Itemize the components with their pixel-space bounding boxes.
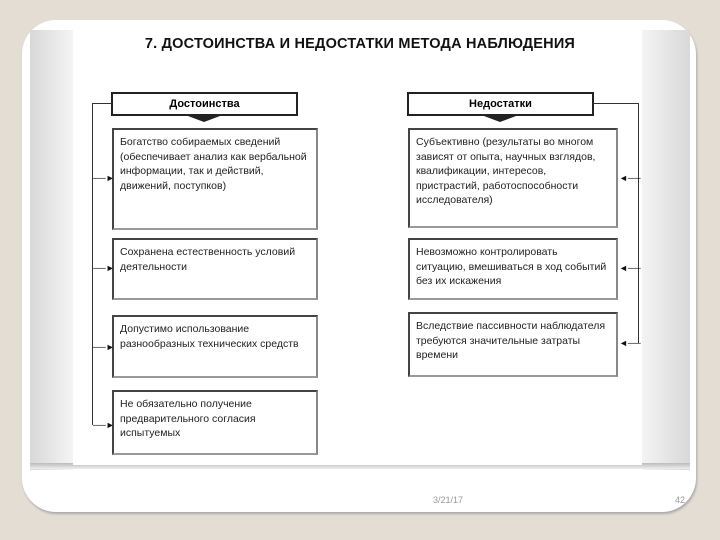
slide-title: 7. ДОСТОИНСТВА И НЕДОСТАТКИ МЕТОДА НАБЛЮДЕНИЯ (144, 36, 576, 52)
arrow-left-icon: ◄── (619, 263, 641, 273)
disadvantage-item: Субъективно (результаты во многом зависят от опыта, научных взглядов, квалификации, интересов, пристрастий, работоспособности исследователя) (408, 128, 618, 228)
advantage-item: Допустимо использование разнообразных технических средств (112, 315, 318, 378)
connector (593, 103, 639, 104)
slide-date: 3/21/17 (433, 495, 464, 505)
disadvantages-header: Недостатки (407, 92, 594, 116)
advantage-item: Богатство собираемых сведений (обеспечивает анализ как вербальной информации, так и действий, движений, поступков) (112, 128, 318, 230)
arrow-right-icon: ──► (93, 263, 115, 273)
advantages-arrow-icon (188, 116, 220, 122)
arrow-left-icon: ◄── (619, 173, 641, 183)
arrow-right-icon: ──► (93, 420, 115, 430)
image-edge-left (30, 30, 73, 470)
disadvantage-item: Невозможно контролировать ситуацию, вмешиваться в ход событий без их искажения (408, 238, 618, 300)
advantage-item: Не обязательно получение предварительного согласия испытуемых (112, 390, 318, 455)
connector (638, 103, 639, 343)
image-edge-right (642, 30, 690, 470)
advantage-item: Сохранена естественность условий деятельности (112, 238, 318, 300)
arrow-right-icon: ──► (93, 342, 115, 352)
connector (92, 103, 112, 104)
advantages-header: Достоинства (111, 92, 298, 116)
disadvantages-arrow-icon (484, 116, 516, 122)
disadvantage-item: Вследствие пассивности наблюдателя требуются значительные затраты времени (408, 312, 618, 377)
slide-number: 42 (675, 495, 686, 505)
arrow-right-icon: ──► (93, 173, 115, 183)
arrow-left-icon: ◄── (619, 338, 641, 348)
